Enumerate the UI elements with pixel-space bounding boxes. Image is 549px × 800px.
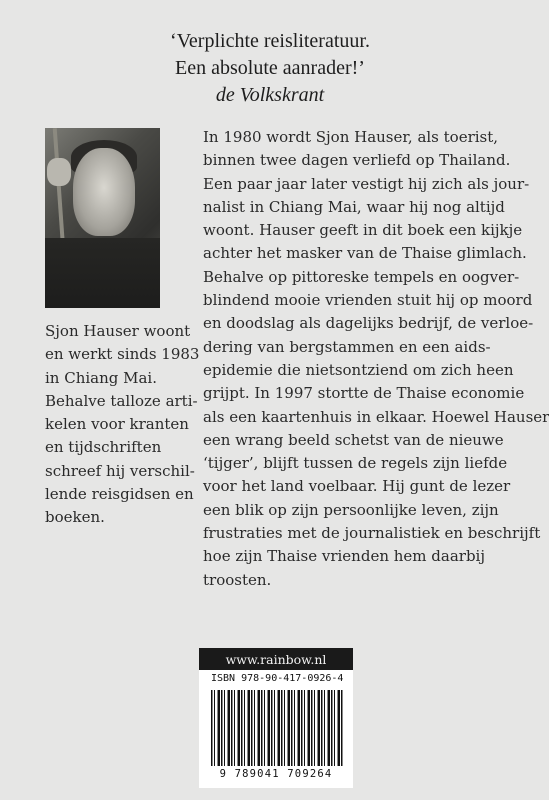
blurb-line: woont. Hauser geeft in dit boek een kijkje bbox=[203, 221, 523, 240]
blurb-line: epidemie die nietsontziend om zich heen bbox=[203, 360, 514, 379]
blurb-line: dering van bergstammen en een aids- bbox=[203, 337, 491, 356]
blurb-line: achter het masker van de Thaise glimlach. bbox=[203, 244, 527, 263]
quote-line: Een absolute aanrader!’ bbox=[175, 57, 365, 79]
publisher-url: www.rainbow.nl bbox=[199, 648, 353, 670]
author-bio bbox=[45, 320, 200, 530]
cover-quote bbox=[120, 28, 420, 109]
quote-line: ‘Verplichte reisliteratuur. bbox=[170, 30, 370, 52]
barcode-digits: 9 789041 709264 bbox=[219, 768, 333, 780]
hand-shape bbox=[47, 158, 71, 186]
isbn-label: ISBN 978-90-417-0926-4 bbox=[211, 673, 344, 684]
blurb-line: In 1980 wordt Sjon Hauser, als toerist, bbox=[203, 128, 499, 146]
bio-line: boeken. bbox=[45, 508, 105, 527]
bio-line: kelen voor kranten bbox=[45, 415, 189, 434]
blurb-text bbox=[203, 126, 549, 592]
bio-line: Sjon Hauser woont bbox=[45, 322, 191, 340]
bio-line: in Chiang Mai. bbox=[45, 368, 158, 387]
blurb-line: nalist in Chiang Mai, waar hij nog altijd bbox=[203, 197, 505, 216]
blurb-line: voor het land voelbaar. Hij gunt de lezer bbox=[203, 477, 511, 496]
blurb-line: binnen twee dagen verliefd op Thailand. bbox=[203, 151, 511, 170]
author-portrait-icon bbox=[45, 128, 160, 308]
blurb-line: en doodslag als dagelijks bedrijf, de verloe- bbox=[203, 314, 534, 333]
blurb-line: grijpt. In 1997 stortte de Thaise economie bbox=[203, 384, 525, 403]
face-shape bbox=[73, 148, 135, 236]
blurb-line: als een kaartenhuis in elkaar. Hoewel Hauser bbox=[203, 407, 549, 426]
bio-line: en werkt sinds 1983 bbox=[45, 345, 200, 364]
blurb-line: troosten. bbox=[203, 570, 272, 589]
bio-line: lende reisgidsen en bbox=[45, 485, 194, 504]
blurb-line: blindend mooie vrienden stuit hij op moord bbox=[203, 291, 533, 310]
blurb-line: ‘tijger’, blijft tussen de regels zijn liefde bbox=[203, 454, 508, 473]
blurb-line: een blik op zijn persoonlijke leven, zijn bbox=[203, 500, 499, 519]
bio-line: Behalve talloze arti- bbox=[45, 391, 198, 410]
blurb-line: frustraties met de journalistiek en beschrijft bbox=[203, 524, 541, 543]
bio-line: en tijdschriften bbox=[45, 438, 162, 457]
shirt-shape bbox=[45, 238, 160, 308]
barcode-panel bbox=[199, 648, 353, 788]
blurb-line: Een paar jaar later vestigt hij zich als jour- bbox=[203, 174, 530, 193]
quote-source: de Volkskrant bbox=[215, 84, 325, 106]
blurb-line: hoe zijn Thaise vrienden hem daarbij bbox=[203, 547, 485, 566]
blurb-line: een wrang beeld schetst van de nieuwe bbox=[203, 430, 504, 449]
barcode-icon bbox=[211, 690, 343, 766]
blurb-line: Behalve op pittoreske tempels en oogver- bbox=[203, 267, 520, 286]
bio-line: schreef hij verschil- bbox=[45, 461, 195, 480]
